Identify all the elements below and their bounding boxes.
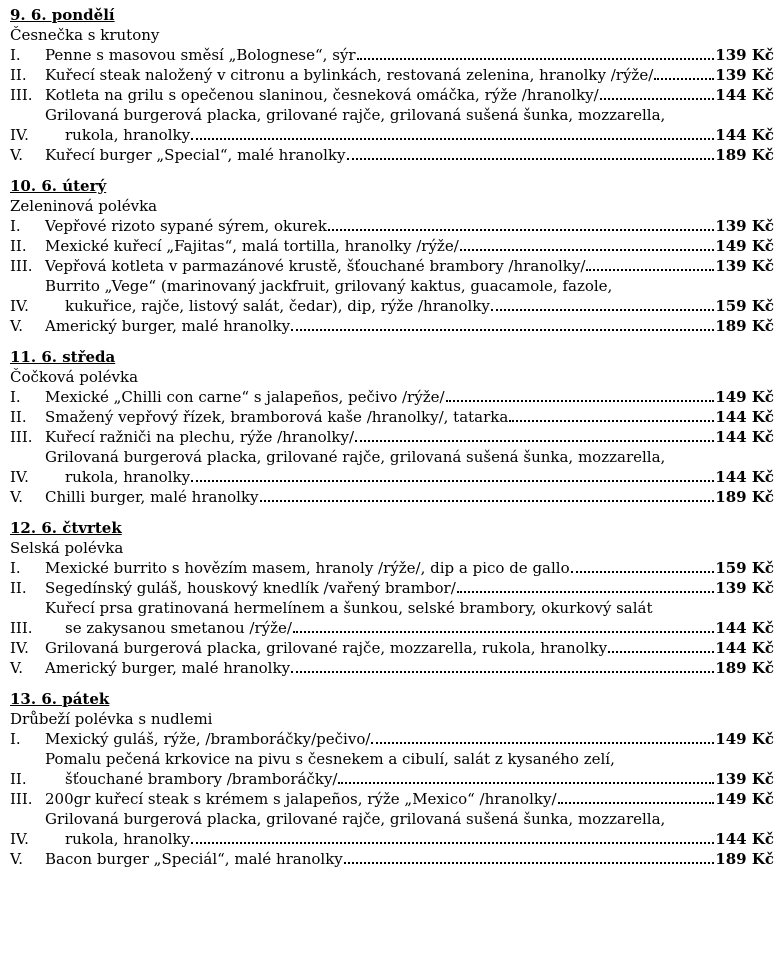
item-price: 144 Kč <box>715 86 774 104</box>
item-line <box>45 769 774 789</box>
menu-item <box>10 85 774 105</box>
item-body <box>45 558 774 578</box>
dot-leader <box>191 841 714 844</box>
item-line <box>45 105 774 125</box>
item-price: 139 Kč <box>715 66 774 84</box>
item-body <box>45 407 774 427</box>
menu-item <box>10 216 774 236</box>
menu-item <box>10 316 774 336</box>
item-line <box>45 658 774 678</box>
item-number: III. <box>10 86 33 104</box>
item-description: rukola, hranolky <box>65 126 191 144</box>
item-number: II. <box>10 408 27 426</box>
item-line <box>45 809 774 829</box>
dot-leader <box>586 268 714 271</box>
item-description: rukola, hranolky <box>65 830 191 848</box>
item-number: I. <box>10 388 21 406</box>
item-line <box>45 316 774 336</box>
item-description: Mexické burrito s hovězím masem, hranoly /rýže/, dip a pico de gallo <box>45 559 570 577</box>
day-section <box>10 6 774 165</box>
dot-leader <box>460 248 715 251</box>
menu-item <box>10 809 774 849</box>
item-line <box>45 256 774 276</box>
item-description: Chilli burger, malé hranolky <box>45 488 259 506</box>
item-description: Pomalu pečená krkovice na pivu s česnekem a cibulí, salát z kysaného zelí, <box>45 750 615 768</box>
item-number: III. <box>10 619 33 637</box>
item-price: 144 Kč <box>715 408 774 426</box>
item-body <box>45 658 774 678</box>
day-section <box>10 348 774 507</box>
menu-item <box>10 447 774 487</box>
item-number: I. <box>10 46 21 64</box>
menu-item <box>10 145 774 165</box>
dot-leader <box>654 77 714 80</box>
item-description: Americký burger, malé hranolky <box>45 317 291 335</box>
item-number: III. <box>10 428 33 446</box>
item-body <box>45 276 774 316</box>
item-line <box>45 236 774 256</box>
item-description: Vepřové rizoto sypané sýrem, okurek <box>45 217 327 235</box>
item-body <box>45 849 774 869</box>
item-description: Segedínský guláš, houskový knedlík /vařený brambor/ <box>45 579 456 597</box>
menu-item <box>10 658 774 678</box>
item-number: IV. <box>10 639 29 657</box>
item-description: Grilovaná burgerová placka, grilované rajče, grilovaná sušená šunka, mozzarella, <box>45 448 666 466</box>
item-line <box>45 829 774 849</box>
item-description: kukuřice, rajče, listový salát, čedar), dip, rýže /hranolky <box>65 297 490 315</box>
item-number: V. <box>10 146 23 164</box>
item-number: II. <box>10 237 27 255</box>
item-body <box>45 85 774 105</box>
item-number: IV. <box>10 830 29 848</box>
item-description: šťouchané brambory /bramboráčky/ <box>65 770 338 788</box>
soup-of-the-day: Zeleninová polévka <box>10 197 158 215</box>
item-description: Grilovaná burgerová placka, grilované rajče, grilovaná sušená šunka, mozzarella, <box>45 810 666 828</box>
item-line <box>45 216 774 236</box>
item-number: IV. <box>10 297 29 315</box>
item-price: 189 Kč <box>715 146 774 164</box>
menu-item <box>10 729 774 749</box>
item-body <box>45 487 774 507</box>
item-number: V. <box>10 488 23 506</box>
item-line <box>45 407 774 427</box>
item-line <box>45 427 774 447</box>
item-number: III. <box>10 257 33 275</box>
item-price: 144 Kč <box>715 468 774 486</box>
dot-leader <box>509 419 714 422</box>
menu-item <box>10 638 774 658</box>
dot-leader <box>357 57 715 60</box>
item-body <box>45 598 774 638</box>
item-body <box>45 45 774 65</box>
day-section <box>10 690 774 869</box>
dot-leader <box>347 157 715 160</box>
day-title: 9. 6. pondělí <box>10 6 115 24</box>
item-description: Grilovaná burgerová placka, grilované rajče, grilovaná sušená šunka, mozzarella, <box>45 106 666 124</box>
item-line <box>45 749 774 769</box>
dot-leader <box>260 499 715 502</box>
dot-leader <box>491 308 714 311</box>
dot-leader <box>558 801 715 804</box>
item-line <box>45 45 774 65</box>
item-price: 159 Kč <box>715 559 774 577</box>
item-number: IV. <box>10 126 29 144</box>
item-price: 139 Kč <box>715 217 774 235</box>
menu-item <box>10 387 774 407</box>
day-title: 13. 6. pátek <box>10 690 110 708</box>
item-description: Vepřová kotleta v parmazánové krustě, šťouchané brambory /hranolky/ <box>45 257 586 275</box>
item-price: 189 Kč <box>715 850 774 868</box>
item-description: Mexické kuřecí „Fajitas“, malá tortilla, hranolky /rýže/ <box>45 237 459 255</box>
dot-leader <box>446 399 715 402</box>
item-description: Americký burger, malé hranolky <box>45 659 291 677</box>
item-description: Penne s masovou směsí „Bolognese“, sýr <box>45 46 356 64</box>
item-line <box>45 849 774 869</box>
item-number: I. <box>10 217 21 235</box>
item-price: 149 Kč <box>715 237 774 255</box>
item-price: 139 Kč <box>715 46 774 64</box>
item-body <box>45 809 774 849</box>
item-price: 189 Kč <box>715 317 774 335</box>
item-line <box>45 487 774 507</box>
item-description: Mexické „Chilli con carne“ s jalapeños, pečivo /rýže/ <box>45 388 445 406</box>
item-line <box>45 729 774 749</box>
dot-leader <box>191 479 714 482</box>
item-body <box>45 729 774 749</box>
item-line <box>45 638 774 658</box>
menu-item <box>10 578 774 598</box>
item-line <box>45 387 774 407</box>
item-description: Burrito „Vege“ (marinovaný jackfruit, grilovaný kaktus, guacamole, fazole, <box>45 277 613 295</box>
item-line <box>45 276 774 296</box>
dot-leader <box>328 228 714 231</box>
item-body <box>45 316 774 336</box>
day-title: 11. 6. středa <box>10 348 116 366</box>
soup-of-the-day: Drůbeží polévka s nudlemi <box>10 710 213 728</box>
item-body <box>45 145 774 165</box>
menu-item <box>10 598 774 638</box>
soup-of-the-day: Čočková polévka <box>10 368 139 386</box>
item-number: II. <box>10 579 27 597</box>
item-body <box>45 749 774 789</box>
item-body <box>45 105 774 145</box>
item-description: Kuřecí prsa gratinovaná hermelínem a šunkou, selské brambory, okurkový salát <box>45 599 653 617</box>
item-body <box>45 789 774 809</box>
dot-leader <box>371 741 714 744</box>
item-description: 200gr kuřecí steak s krémem s jalapeños, rýže „Mexico“ /hranolky/ <box>45 790 557 808</box>
menu-item <box>10 427 774 447</box>
menu-item <box>10 236 774 256</box>
item-number: III. <box>10 790 33 808</box>
item-number: I. <box>10 559 21 577</box>
day-section <box>10 177 774 336</box>
item-body <box>45 256 774 276</box>
menu-item <box>10 749 774 789</box>
menu-item <box>10 256 774 276</box>
item-price: 189 Kč <box>715 488 774 506</box>
dot-leader <box>355 439 714 442</box>
menu-item <box>10 276 774 316</box>
day-section <box>10 519 774 678</box>
item-description: Bacon burger „Speciál“, malé hranolky <box>45 850 343 868</box>
item-body <box>45 236 774 256</box>
item-number: IV. <box>10 468 29 486</box>
dot-leader <box>338 781 714 784</box>
item-line <box>45 447 774 467</box>
item-body <box>45 447 774 487</box>
item-number: V. <box>10 317 23 335</box>
item-description: Kuřecí ražniči na plechu, rýže /hranolky/ <box>45 428 355 446</box>
item-price: 144 Kč <box>715 639 774 657</box>
soup-of-the-day: Selská polévka <box>10 539 124 557</box>
item-body <box>45 578 774 598</box>
day-title: 10. 6. úterý <box>10 177 107 195</box>
item-line <box>45 85 774 105</box>
item-price: 144 Kč <box>715 126 774 144</box>
item-price: 144 Kč <box>715 428 774 446</box>
item-price: 144 Kč <box>715 830 774 848</box>
item-price: 189 Kč <box>715 659 774 677</box>
menu-item <box>10 789 774 809</box>
dot-leader <box>608 650 714 653</box>
menu-item <box>10 558 774 578</box>
item-description: Kuřecí burger „Special“, malé hranolky <box>45 146 346 164</box>
item-number: II. <box>10 770 27 788</box>
item-price: 149 Kč <box>715 388 774 406</box>
menu-item <box>10 487 774 507</box>
item-body <box>45 427 774 447</box>
item-line <box>45 598 774 618</box>
item-description: Smažený vepřový řízek, bramborová kaše /hranolky/, tatarka <box>45 408 509 426</box>
item-description: Mexický guláš, rýže, /bramboráčky/pečivo/ <box>45 730 371 748</box>
item-body <box>45 216 774 236</box>
item-line <box>45 578 774 598</box>
dot-leader <box>457 590 715 593</box>
item-price: 139 Kč <box>715 257 774 275</box>
item-body <box>45 638 774 658</box>
item-line <box>45 789 774 809</box>
day-title: 12. 6. čtvrtek <box>10 519 122 537</box>
item-description: Kuřecí steak naložený v citronu a bylinkách, restovaná zelenina, hranolky /rýže/ <box>45 66 654 84</box>
item-number: V. <box>10 659 23 677</box>
item-number: V. <box>10 850 23 868</box>
item-line <box>45 145 774 165</box>
menu-item <box>10 849 774 869</box>
dot-leader <box>600 97 715 100</box>
menu-item <box>10 407 774 427</box>
item-description: rukola, hranolky <box>65 468 191 486</box>
menu-item <box>10 65 774 85</box>
item-price: 149 Kč <box>715 730 774 748</box>
menu-item <box>10 45 774 65</box>
item-number: I. <box>10 730 21 748</box>
item-line <box>45 125 774 145</box>
item-price: 139 Kč <box>715 579 774 597</box>
item-line <box>45 296 774 316</box>
item-number: II. <box>10 66 27 84</box>
item-line <box>45 558 774 578</box>
dot-leader <box>191 137 714 140</box>
soup-of-the-day: Česnečka s krutony <box>10 26 160 44</box>
item-line <box>45 467 774 487</box>
item-description: se zakysanou smetanou /rýže/ <box>65 619 292 637</box>
item-price: 144 Kč <box>715 619 774 637</box>
dot-leader <box>571 570 715 573</box>
dot-leader <box>293 630 714 633</box>
menu-item <box>10 105 774 145</box>
item-description: Grilovaná burgerová placka, grilované rajče, mozzarella, rukola, hranolky <box>45 639 608 657</box>
item-price: 149 Kč <box>715 790 774 808</box>
item-body <box>45 65 774 85</box>
dot-leader <box>344 861 715 864</box>
item-body <box>45 387 774 407</box>
dot-leader <box>291 328 714 331</box>
item-price: 159 Kč <box>715 297 774 315</box>
dot-leader <box>291 670 714 673</box>
item-line <box>45 65 774 85</box>
item-description: Kotleta na grilu s opečenou slaninou, česneková omáčka, rýže /hranolky/ <box>45 86 599 104</box>
item-line <box>45 618 774 638</box>
item-price: 139 Kč <box>715 770 774 788</box>
